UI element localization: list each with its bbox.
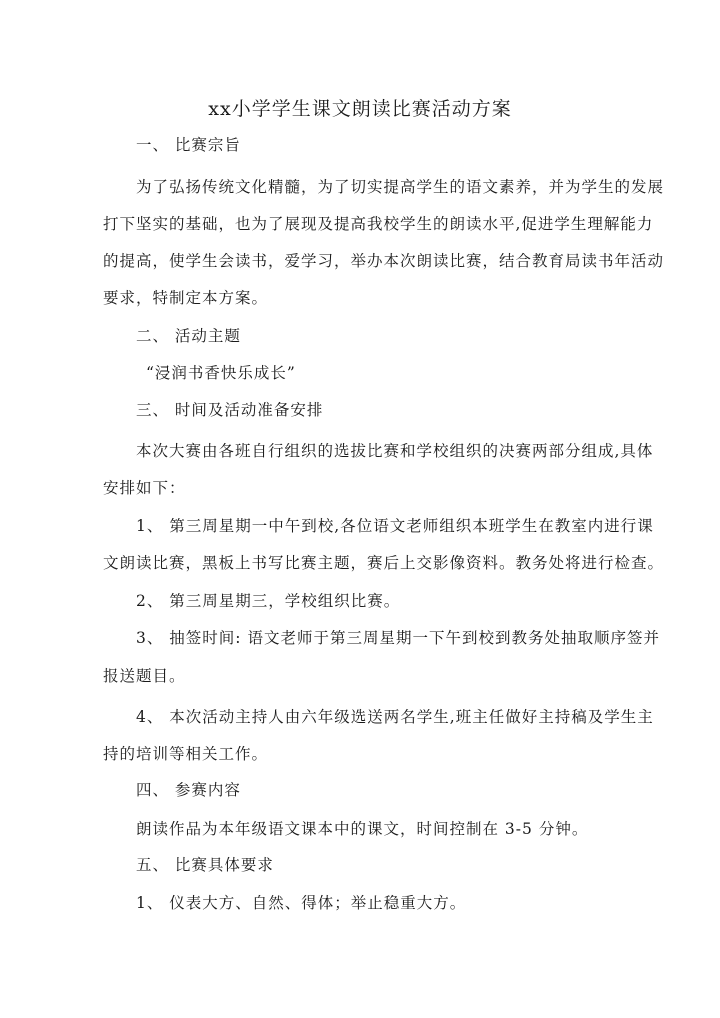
paragraph-line: 朗读作品为本年级语文课本中的课文，时间控制在 3-5 分钟。: [136, 820, 589, 838]
list-item-continuation: 报送题目。: [103, 667, 186, 685]
paragraph-line: 安排如下：: [103, 479, 186, 497]
list-item: 2、 第三周星期三，学校组织比赛。: [136, 592, 401, 610]
paragraph-line: 打下坚实的基础，也为了展现及提高我校学生的朗读水平,促进学生理解能力: [103, 215, 654, 233]
paragraph-line: 本次大赛由各班自行组织的选拔比赛和学校组织的决赛两部分组成,具体: [136, 442, 654, 460]
paragraph-line: 为了弘扬传统文化精髓，为了切实提高学生的语文素养，并为学生的发展: [136, 178, 665, 196]
list-item-continuation: 文朗读比赛，黑板上书写比赛主题，赛后上交影像资料。教务处将进行检查。: [103, 554, 665, 572]
list-item: 4、 本次活动主持人由六年级选送两名学生,班主任做好主持稿及学生主: [136, 708, 654, 726]
list-item-continuation: 持的培训等相关工作。: [103, 745, 269, 763]
section-heading-content: 四、 参赛内容: [136, 781, 241, 799]
section-heading-purpose: 一、 比赛宗旨: [136, 136, 241, 154]
section-heading-schedule: 三、 时间及活动准备安排: [136, 401, 324, 419]
paragraph-line: 要求，特制定本方案。: [103, 289, 269, 307]
paragraph-line: 的提高，使学生会读书，爱学习，举办本次朗读比赛，结合教育局读书年活动: [103, 252, 665, 270]
list-item: 1、 仪表大方、自然、得体；举止稳重大方。: [136, 894, 467, 912]
list-item: 3、 抽签时间: 语文老师于第三周星期一下午到校到教务处抽取顺序签并: [136, 629, 660, 647]
theme-quote: “浸润书香快乐成长”: [146, 364, 296, 382]
list-item: 1、 第三周星期一中午到校,各位语文老师组织本班学生在教室内进行课: [136, 517, 654, 535]
section-heading-theme: 二、 活动主题: [136, 327, 241, 345]
document-title: xx小学学生课文朗读比赛活动方案: [208, 98, 512, 120]
section-heading-requirements: 五、 比赛具体要求: [136, 856, 274, 874]
